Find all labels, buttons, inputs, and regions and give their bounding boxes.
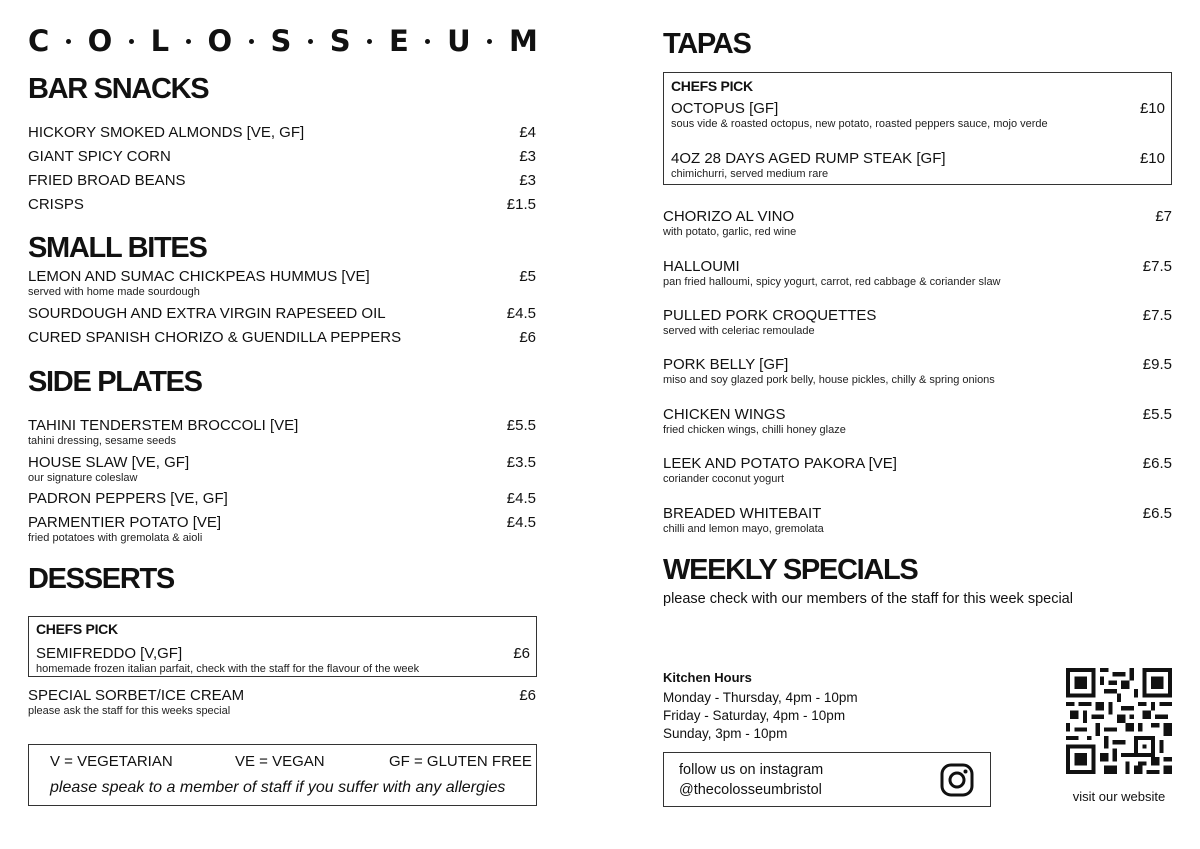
- legend-vegan: VE = VEGAN: [235, 753, 325, 770]
- item-price: £3: [519, 172, 536, 189]
- kitchen-hours-line: Monday - Thursday, 4pm - 10pm: [663, 690, 858, 705]
- item-price: £5.5: [1142, 406, 1172, 423]
- menu-item: [663, 258, 1001, 288]
- instagram-label: follow us on instagram: [679, 762, 824, 778]
- item-price: £7.5: [1142, 307, 1172, 324]
- item-description: fried chicken wings, chilli honey glaze: [663, 424, 846, 436]
- item-description: miso and soy glazed pork belly, house pickles, chilly & spring onions: [663, 374, 995, 386]
- kitchen-hours-title: Kitchen Hours: [663, 670, 752, 685]
- legend-vegetarian: V = VEGETARIAN: [50, 753, 173, 770]
- dietary-legend-box: [28, 744, 537, 806]
- item-description: chimichurri, served medium rare: [671, 168, 829, 180]
- menu-item: [663, 505, 824, 535]
- item-name: PARMENTIER POTATO [VE]: [28, 514, 222, 531]
- item-description: served with home made sourdough: [28, 286, 200, 298]
- allergy-notice: please speak to a member of staff if you suffer with any allergies: [50, 779, 506, 796]
- item-price: £6: [519, 687, 536, 704]
- item-price: £4: [519, 124, 536, 141]
- logo-letter: U: [447, 24, 471, 58]
- item-name: HOUSE SLAW [VE, GF]: [28, 454, 190, 471]
- item-name: GIANT SPICY CORN: [28, 148, 171, 165]
- instagram-box[interactable]: [663, 752, 991, 807]
- item-name: 4OZ 28 DAYS AGED RUMP STEAK [GF]: [671, 150, 946, 167]
- item-description: tahini dressing, sesame seeds: [28, 435, 176, 447]
- qr-code-icon[interactable]: [1066, 668, 1172, 774]
- item-price: £7: [1155, 208, 1172, 225]
- item-description: coriander coconut yogurt: [663, 473, 785, 485]
- item-price: £10: [1139, 100, 1165, 117]
- menu-item: [28, 305, 386, 323]
- section-title-desserts: DESSERTS: [28, 563, 174, 595]
- section-title-small-bites: SMALL BITES: [28, 232, 207, 264]
- item-name: BREADED WHITEBAIT: [663, 505, 822, 522]
- legend-gluten-free: GF = GLUTEN FREE: [389, 753, 532, 770]
- menu-item: [28, 329, 401, 347]
- menu-item: [671, 100, 1048, 130]
- item-name: CHORIZO AL VINO: [663, 208, 795, 225]
- item-description: fried potatoes with gremolata & aioli: [28, 532, 203, 544]
- item-price: £5: [519, 268, 536, 285]
- kitchen-hours-line: Friday - Saturday, 4pm - 10pm: [663, 708, 846, 723]
- item-description: chilli and lemon mayo, gremolata: [663, 523, 824, 535]
- item-name: OCTOPUS [GF]: [671, 100, 779, 117]
- item-price: £4.5: [506, 490, 536, 507]
- logo-dot: [66, 39, 71, 44]
- item-name: HALLOUMI: [663, 258, 740, 275]
- item-price: £3.5: [506, 454, 536, 471]
- item-name: PADRON PEPPERS [VE, GF]: [28, 490, 228, 507]
- item-name: TAHINI TENDERSTEM BROCCOLI [VE]: [28, 417, 299, 434]
- kitchen-hours-line: Sunday, 3pm - 10pm: [663, 726, 788, 741]
- menu-item: [663, 356, 995, 386]
- logo-letter: S: [329, 24, 351, 58]
- item-price: £5.5: [506, 417, 536, 434]
- item-price: £6: [513, 645, 530, 662]
- logo-dot: [186, 39, 191, 44]
- chefs-pick-box: [28, 616, 537, 677]
- item-name: CRISPS: [28, 196, 84, 213]
- item-name: SPECIAL SORBET/ICE CREAM: [28, 687, 245, 704]
- menu-item: [663, 307, 876, 337]
- menu-item: [28, 268, 370, 298]
- logo-dot: [367, 39, 372, 44]
- logo-dot: [249, 39, 254, 44]
- item-name: PULLED PORK CROQUETTES: [663, 307, 877, 324]
- chefs-pick-label: CHEFS PICK: [36, 621, 118, 637]
- item-description: pan fried halloumi, spicy yogurt, carrot, red cabbage & coriander slaw: [663, 276, 1001, 288]
- item-name: CHICKEN WINGS: [663, 406, 786, 423]
- logo-dot: [129, 39, 134, 44]
- menu-item: [663, 406, 846, 436]
- item-description: with potato, garlic, red wine: [663, 226, 797, 238]
- instagram-handle[interactable]: @thecolosseumbristol: [679, 782, 822, 798]
- menu-item: [663, 455, 897, 485]
- item-price: £3: [519, 148, 536, 165]
- item-name: CURED SPANISH CHORIZO & GUENDILLA PEPPERS: [28, 329, 402, 346]
- menu-item: [28, 514, 221, 544]
- item-name: LEMON AND SUMAC CHICKPEAS HUMMUS [VE]: [28, 268, 370, 285]
- website-label[interactable]: visit our website: [1072, 789, 1166, 804]
- section-title-side-plates: SIDE PLATES: [28, 366, 202, 398]
- item-price: £9.5: [1142, 356, 1172, 373]
- logo-letter: M: [509, 24, 538, 58]
- instagram-icon[interactable]: [940, 763, 974, 797]
- menu-item: [28, 490, 228, 508]
- brand-logo: [28, 26, 538, 56]
- item-price: £4.5: [506, 305, 536, 322]
- section-title-tapas: TAPAS: [663, 28, 751, 60]
- item-price: £1.5: [506, 196, 536, 213]
- logo-letter: O: [207, 24, 233, 58]
- item-description: sous vide & roasted octopus, new potato, roasted peppers sauce, mojo verde: [671, 118, 1048, 130]
- item-description: please ask the staff for this weeks special: [28, 705, 231, 717]
- item-price: £6.5: [1142, 505, 1172, 522]
- menu-item: [671, 150, 946, 180]
- menu-item: [28, 196, 84, 214]
- item-description: homemade frozen italian parfait, check with the staff for the flavour of the week: [36, 663, 420, 675]
- chefs-pick-label: CHEFS PICK: [671, 78, 753, 94]
- item-price: £4.5: [506, 514, 536, 531]
- item-price: £6.5: [1142, 455, 1172, 472]
- logo-dot: [425, 39, 430, 44]
- menu-item: [28, 124, 304, 142]
- logo-dot: [487, 39, 492, 44]
- item-price: £6: [519, 329, 536, 346]
- logo-letter: O: [87, 24, 113, 58]
- logo-dot: [308, 39, 313, 44]
- item-description: served with celeriac remoulade: [663, 325, 815, 337]
- section-title-bar-snacks: BAR SNACKS: [28, 73, 209, 105]
- logo-letter: C: [28, 24, 50, 58]
- weekly-specials-text: please check with our members of the staff for this week special: [663, 591, 1073, 607]
- menu-item: [36, 645, 419, 675]
- menu-item: [28, 417, 298, 447]
- item-name: SEMIFREDDO [V,GF]: [36, 645, 183, 662]
- menu-item: [28, 687, 244, 717]
- item-description: our signature coleslaw: [28, 472, 138, 484]
- menu-item: [28, 148, 171, 166]
- item-price: £10: [1139, 150, 1165, 167]
- menu-item: [28, 454, 189, 484]
- logo-letter: S: [270, 24, 292, 58]
- item-price: £7.5: [1142, 258, 1172, 275]
- chefs-pick-box: [663, 72, 1172, 185]
- item-name: PORK BELLY [GF]: [663, 356, 789, 373]
- logo-letter: E: [388, 24, 409, 58]
- item-name: LEEK AND POTATO PAKORA [VE]: [663, 455, 897, 472]
- item-name: HICKORY SMOKED ALMONDS [VE, GF]: [28, 124, 305, 141]
- logo-letter: L: [150, 24, 170, 58]
- item-name: SOURDOUGH AND EXTRA VIRGIN RAPESEED OIL: [28, 305, 386, 322]
- menu-item: [663, 208, 796, 238]
- menu-item: [28, 172, 186, 190]
- item-name: FRIED BROAD BEANS: [28, 172, 186, 189]
- section-title-weekly-specials: WEEKLY SPECIALS: [663, 554, 918, 586]
